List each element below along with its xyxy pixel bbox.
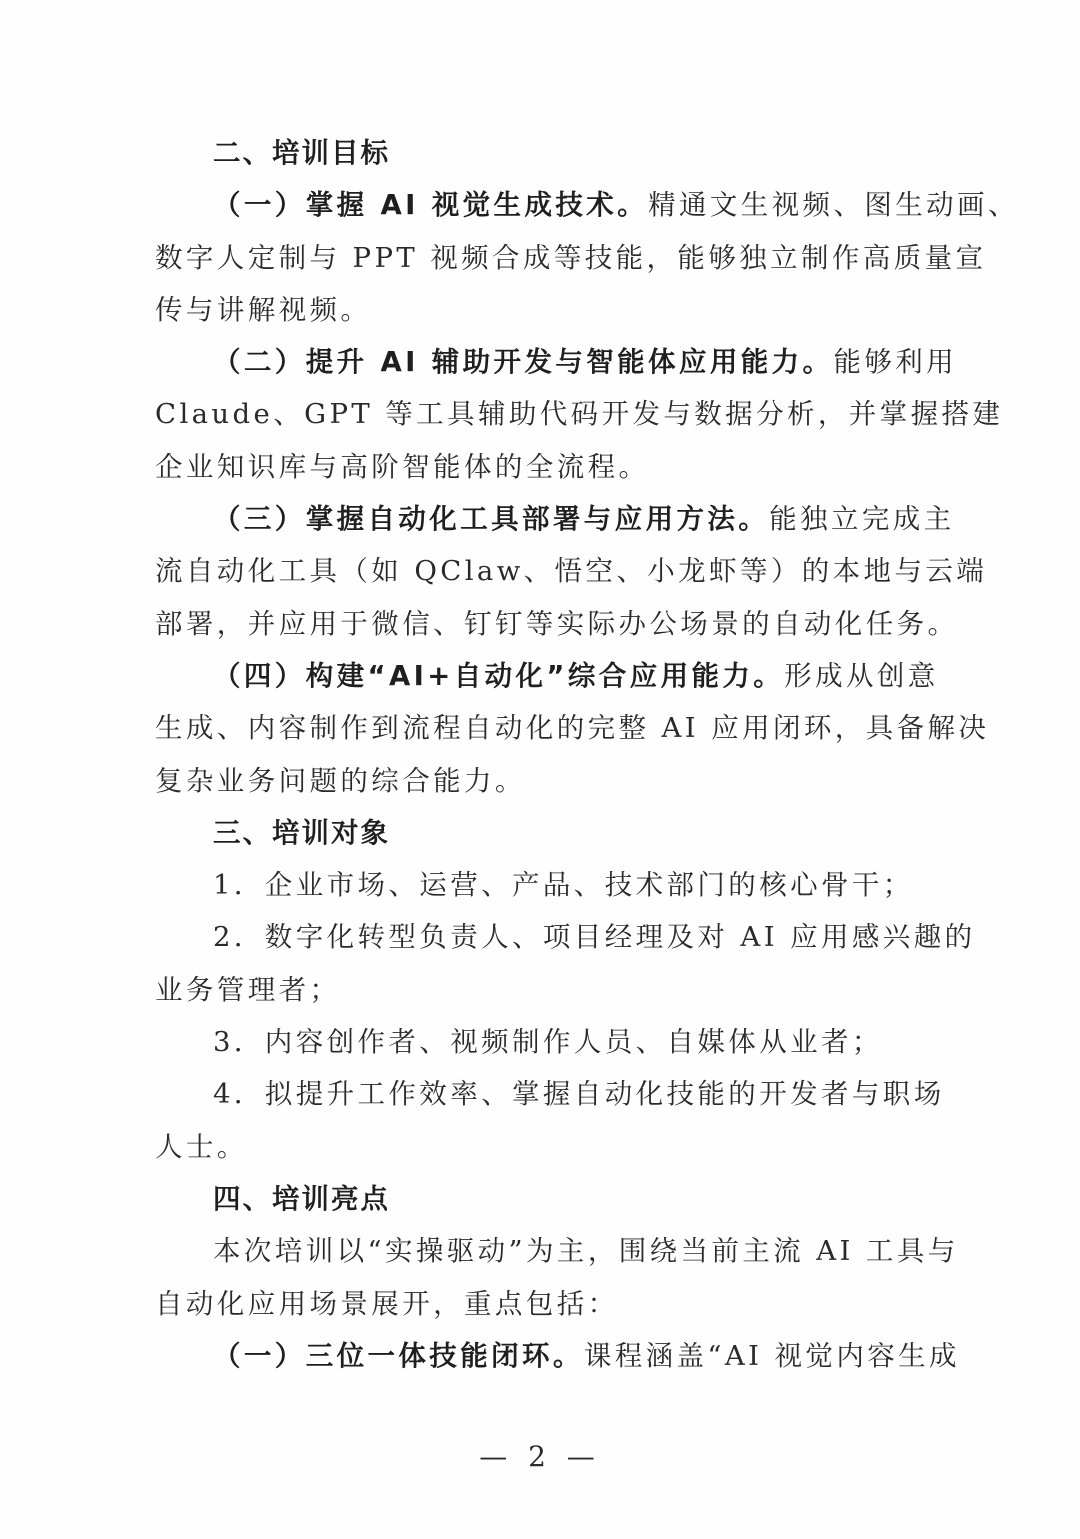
goal-3-line-3: 部署，并应用于微信、钉钉等实际办公场景的自动化任务。 <box>155 607 959 640</box>
goal-2-line-3: 企业知识库与高阶智能体的全流程。 <box>155 450 650 483</box>
highlights-intro-line-1: 本次培训以“实操驱动”为主，围绕当前主流 AI 工具与 <box>213 1235 959 1268</box>
section-heading-training-audience: 三、培训对象 <box>213 816 390 849</box>
goal-1-line-3: 传与讲解视频。 <box>155 293 372 326</box>
goal-3-text: 能独立完成主 <box>769 503 955 536</box>
highlight-1-text: 课程涵盖“AI 视觉内容生成 <box>583 1339 960 1372</box>
audience-item-4-line-1: 4．拟提升工作效率、掌握自动化技能的开发者与职场 <box>213 1078 945 1111</box>
goal-1-line-2: 数字人定制与 PPT 视频合成等技能，能够独立制作高质量宣 <box>155 241 987 274</box>
goal-2-text: 能够利用 <box>833 346 958 379</box>
highlight-1-title: （一）三位一体技能闭环。 <box>213 1339 584 1372</box>
goal-2-line-1 <box>155 336 958 388</box>
goal-2-line-2: Claude、GPT 等工具辅助代码开发与数据分析，并掌握搭建 <box>155 398 1004 431</box>
audience-item-3: 3．内容创作者、视频制作人员、自媒体从业者； <box>213 1026 883 1059</box>
goal-4-line-1 <box>155 650 939 702</box>
goal-1-text: 精通文生视频、图生动画、 <box>648 189 1019 222</box>
page-content <box>155 127 1019 1382</box>
section-heading-training-highlights: 四、培训亮点 <box>213 1182 390 1215</box>
goal-3-line-1 <box>155 493 955 545</box>
audience-item-1: 1．企业市场、运营、产品、技术部门的核心骨干； <box>213 869 914 902</box>
goal-1-line-1 <box>155 179 1019 231</box>
highlights-intro-line-2: 自动化应用场景展开，重点包括： <box>155 1287 619 1320</box>
page-number: — 2 — <box>479 1440 601 1473</box>
audience-item-2-line-2: 业务管理者； <box>155 973 341 1006</box>
goal-4-title: （四）构建“AI+自动化”综合应用能力。 <box>213 659 785 692</box>
goal-3-title: （三）掌握自动化工具部署与应用方法。 <box>213 503 770 536</box>
goal-2-title: （二）提升 AI 辅助开发与智能体应用能力。 <box>213 346 834 379</box>
goal-4-line-2: 生成、内容制作到流程自动化的完整 AI 应用闭环，具备解决 <box>155 712 990 745</box>
audience-item-2-line-1: 2．数字化转型负责人、项目经理及对 AI 应用感兴趣的 <box>213 921 976 954</box>
section-heading-training-goals: 二、培训目标 <box>213 137 390 169</box>
goal-4-line-3: 复杂业务问题的综合能力。 <box>155 764 526 797</box>
goal-1-title: （一）掌握 AI 视觉生成技术。 <box>213 189 649 222</box>
goal-4-text: 形成从创意 <box>784 659 939 692</box>
highlight-1-line-1 <box>155 1330 960 1382</box>
goal-3-line-2: 流自动化工具（如 QClaw、悟空、小龙虾等）的本地与云端 <box>155 555 988 588</box>
audience-item-4-line-2: 人士。 <box>155 1130 248 1163</box>
